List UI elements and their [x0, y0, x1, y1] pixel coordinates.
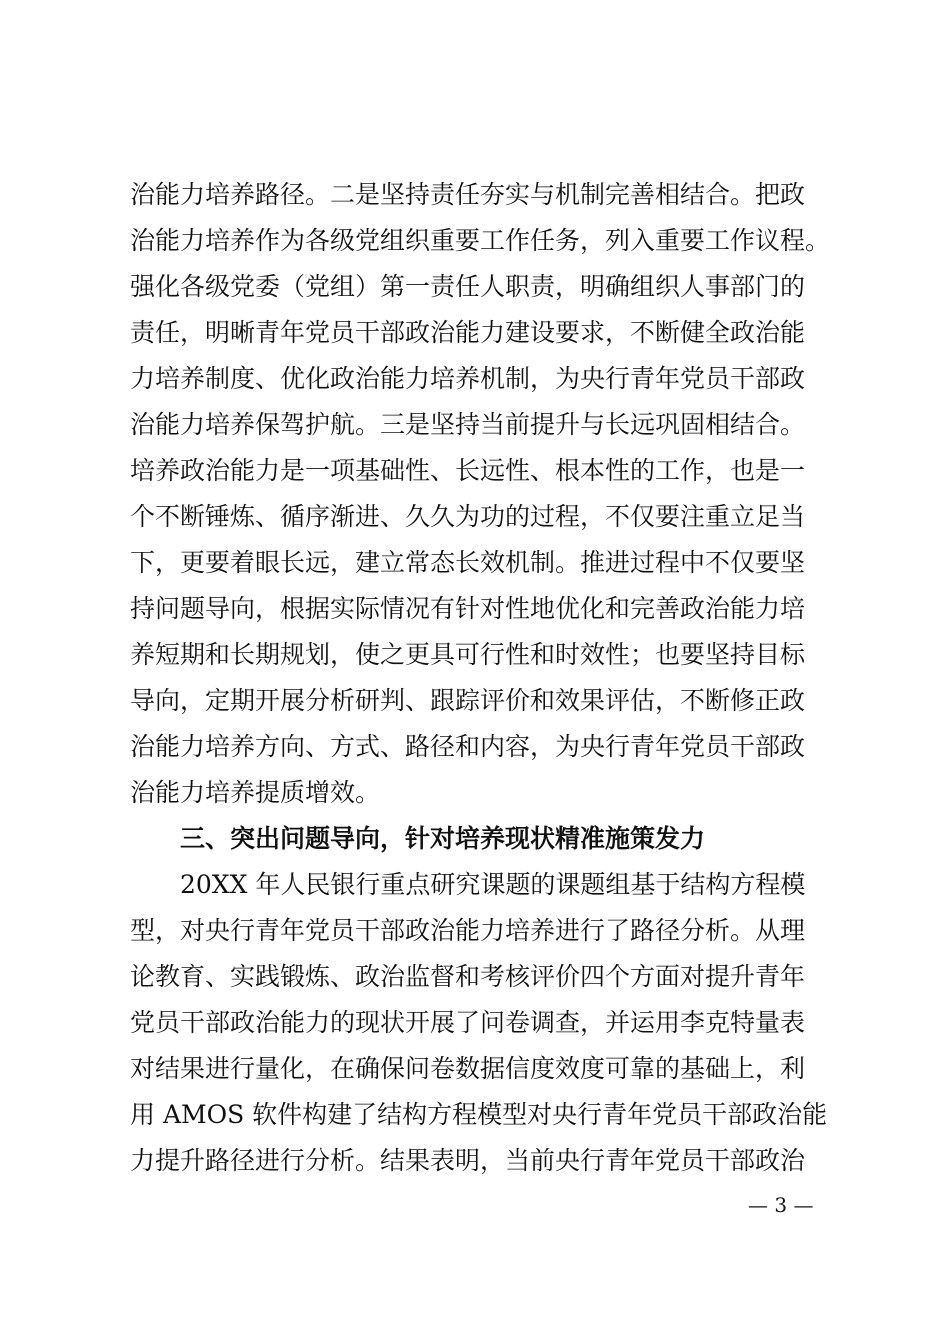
paragraph-line: 强化各级党委（党组）第一责任人职责，明确组织人事部门的: [130, 272, 806, 301]
paragraph-line: 论教育、实践锻炼、政治监督和考核评价四个方面对提升青年: [130, 962, 806, 991]
paragraph-line: 用 AMOS 软件构建了结构方程模型对央行青年党员干部政治能: [130, 1100, 828, 1129]
paragraph-line: 20XX 年人民银行重点研究课题的课题组基于结构方程模: [180, 870, 806, 899]
paragraph-line: 持问题导向，根据实际情况有针对性地优化和完善政治能力培: [130, 594, 806, 623]
paragraph-line: 养短期和长期规划，使之更具可行性和时效性；也要坚持目标: [130, 640, 806, 669]
paragraph-line: 治能力培养作为各级党组织重要工作任务，列入重要工作议程。: [130, 226, 831, 255]
section-heading: 三、突出问题导向，针对培养现状精准施策发力: [180, 824, 706, 853]
paragraph-line: 治能力培养方向、方式、路径和内容，为央行青年党员干部政: [130, 732, 806, 761]
paragraph-line: 党员干部政治能力的现状开展了问卷调查，并运用李克特量表: [130, 1008, 806, 1037]
paragraph-line: 下，更要着眼长远，建立常态长效机制。推进过程中不仅要坚: [130, 548, 806, 577]
paragraph-line: 治能力培养保驾护航。三是坚持当前提升与长远巩固相结合。: [130, 410, 806, 439]
paragraph-line: 治能力培养提质增效。: [130, 778, 381, 807]
paragraph-line: 型，对央行青年党员干部政治能力培养进行了路径分析。从理: [130, 916, 806, 945]
paragraph-line: 力培养制度、优化政治能力培养机制，为央行青年党员干部政: [130, 364, 806, 393]
paragraph-line: 责任，明晰青年党员干部政治能力建设要求，不断健全政治能: [130, 318, 806, 347]
paragraph-line: 力提升路径进行分析。结果表明，当前央行青年党员干部政治: [130, 1146, 806, 1175]
paragraph-line: 导向，定期开展分析研判、跟踪评价和效果评估，不断修正政: [130, 686, 806, 715]
paragraph-line: 治能力培养路径。二是坚持责任夯实与机制完善相结合。把政: [130, 180, 806, 209]
paragraph-line: 培养政治能力是一项基础性、长远性、根本性的工作，也是一: [130, 456, 806, 485]
paragraph-line: 对结果进行量化，在确保问卷数据信度效度可靠的基础上，利: [130, 1054, 806, 1083]
paragraph-line: 个不断锤炼、循序渐进、久久为功的过程，不仅要注重立足当: [130, 502, 806, 531]
page-number: — 3 —: [748, 1193, 814, 1217]
